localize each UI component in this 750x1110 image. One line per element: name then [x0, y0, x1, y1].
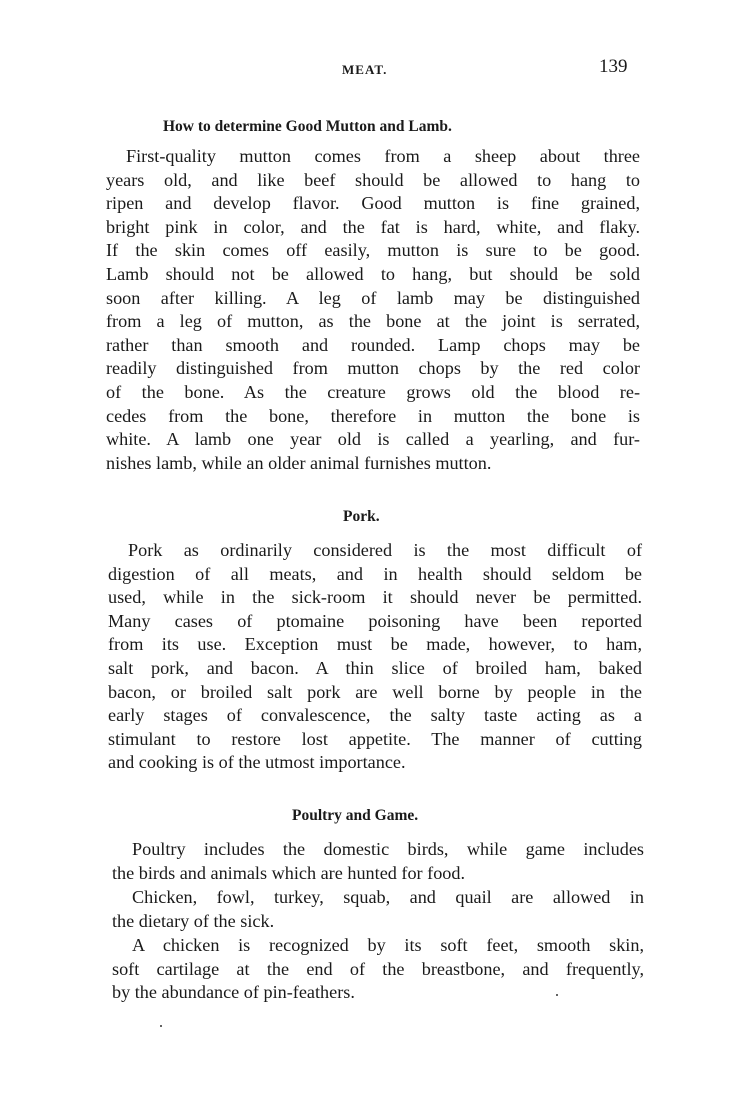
- text-line: soft cartilage at the end of the breastbone, and frequently,: [112, 958, 644, 979]
- section-heading-poultry: Poultry and Game.: [292, 807, 419, 824]
- text-line: of the bone. As the creature grows old the blood re-: [106, 381, 640, 402]
- text-line: readily distinguished from mutton chops by the red color: [106, 358, 640, 379]
- text-line: If the skin comes off easily, mutton is sure to be good.: [106, 240, 640, 261]
- text-line: cedes from the bone, therefore in mutton the bone is: [106, 405, 640, 426]
- text-line: by the abundance of pin-feathers.: [112, 982, 355, 1003]
- text-line: stimulant to restore lost appetite. The manner of cutting: [108, 728, 642, 749]
- text-line: years old, and like beef should be allowed to hang to: [106, 169, 640, 190]
- scan-speck: [160, 1025, 162, 1027]
- text-line: the dietary of the sick.: [112, 910, 275, 931]
- text-line: soon after killing. A leg of lamb may be distinguished: [106, 287, 640, 308]
- text-line: ripen and develop flavor. Good mutton is fine grained,: [106, 193, 640, 214]
- page-number: 139: [599, 56, 628, 77]
- text-line: nishes lamb, while an older animal furnishes mutton.: [106, 452, 492, 473]
- text-line: Many cases of ptomaine poisoning have been reported: [108, 610, 642, 631]
- section-heading-pork: Pork.: [343, 508, 380, 525]
- text-line: Lamb should not be allowed to hang, but should be sold: [106, 263, 640, 284]
- text-line: bright pink in color, and the fat is hard, white, and flaky.: [106, 216, 640, 237]
- paragraph-chicken-recognition: [112, 934, 644, 1005]
- text-line: bacon, or broiled salt pork are well borne by people in the: [108, 681, 642, 702]
- text-line: from its use. Exception must be made, however, to ham,: [108, 634, 642, 655]
- text-line: salt pork, and bacon. A thin slice of broiled ham, baked: [108, 657, 642, 678]
- text-line: white. A lamb one year old is called a yearling, and fur-: [106, 429, 640, 450]
- text-line: A chicken is recognized by its soft feet, smooth skin,: [132, 935, 644, 955]
- text-line: Chicken, fowl, turkey, squab, and quail are allowed in: [132, 887, 644, 907]
- text-line: Poultry includes the domestic birds, while game includes: [132, 839, 644, 859]
- paragraph-poultry-allowed: [112, 886, 644, 933]
- text-line: digestion of all meats, and in health should seldom be: [108, 563, 642, 584]
- scan-speck: [556, 994, 558, 996]
- paragraph-mutton: [106, 145, 640, 475]
- text-line: used, while in the sick-room it should never be permitted.: [108, 587, 642, 608]
- text-line: from a leg of mutton, as the bone at the joint is serrated,: [106, 311, 640, 332]
- running-head: MEAT.: [342, 62, 388, 77]
- text-line: Pork as ordinarily considered is the most difficult of: [128, 540, 642, 560]
- text-line: and cooking is of the utmost importance.: [108, 752, 406, 773]
- section-heading-mutton: How to determine Good Mutton and Lamb.: [163, 118, 452, 135]
- paragraph-poultry-definition: [112, 838, 644, 885]
- text-line: early stages of convalescence, the salty taste acting as a: [108, 705, 642, 726]
- text-line: rather than smooth and rounded. Lamp chops may be: [106, 334, 640, 355]
- text-line: the birds and animals which are hunted for food.: [112, 862, 466, 883]
- paragraph-pork: [108, 539, 642, 775]
- text-line: First-quality mutton comes from a sheep about three: [126, 146, 640, 166]
